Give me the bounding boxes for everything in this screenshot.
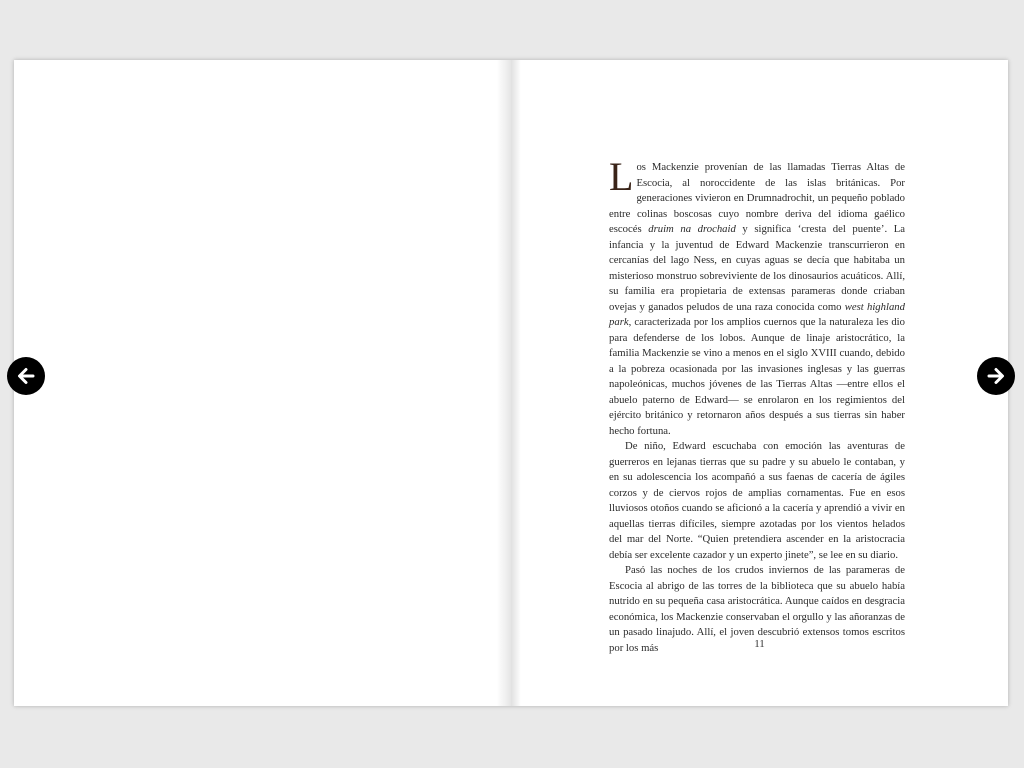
drop-cap: L — [609, 154, 634, 199]
italic-gaelic-term: druim na drochaid — [648, 223, 736, 235]
paragraph-3: Pasó las noches de los crudos inviernos de las parameras de Escocia al abrigo de las torres de la biblioteca que su abuelo había nutrido en su pequeña casa aristocrática. Aunque caídos en desgracia económica, los Mackenzie conservaban el orgullo y las añoranzas de un pasado linajudo. Allí, el joven descubrió extensos tomos escritos por los más — [609, 564, 905, 654]
italic-breed-name: west highland park — [609, 300, 905, 328]
right-page — [511, 60, 1008, 706]
book-spread — [14, 60, 1008, 706]
arrow-left-icon — [16, 366, 36, 386]
paragraph-2: De niño, Edward escuchaba con emoción las aventuras de guerreros en lejanas tierras que su padre y su abuelo le contaban, y en su adolescencia los acompañó a sus faenas de cacería de ágiles corzos y de ciervos rojos de amplias cornamentas. Fue en esos lluviosos otoños cuando se aficionó a la cacería y aprendió a vivir en aquellas tierras difíciles, siempre azotadas por los vientos helados del mar del Norte. “Quien pretendiera ascender en la aristocracia debía ser excelente cazador y un experto jinete”, se lee en su diario. — [609, 440, 905, 561]
page-text — [609, 154, 906, 656]
arrow-right-icon — [986, 366, 1006, 386]
next-page-button[interactable] — [977, 357, 1015, 395]
paragraph-1-text-mid: y significa ‘cresta del puente’. La infancia y la juventud de Edward Mackenzie transcurrieron en cercanías del lago Ness, en cuyas aguas se decía que habitaba un misterioso monstruo sobreviviente de los dinosaurios acuáticos. Allí, su familia era propietaria de extensas parameras donde criaban ovejas y ganados peludos de una raza conocida como — [609, 223, 906, 313]
page-number: 11 — [754, 638, 765, 650]
previous-page-button[interactable] — [7, 357, 45, 395]
paragraph-1-text: os Mackenzie provenían de las llamadas Tierras Altas de Escocia, al noroccidente de las islas británicas. Por generaciones vivieron en Drumnadrochit, un pequeño poblado entre colinas boscosas cuyo nombre deriva del idioma gaélico escocés — [609, 161, 905, 235]
paragraph-1 — [609, 154, 906, 439]
paragraph-1-text-end: , caracterizada por los amplios cuernos que la naturaleza les dio para defenderse de los lobos. Aunque de linaje aristocrático, la familia Mackenzie se vino a menos en el siglo XVIII cuando, debido a la pobreza ocasionada por las invasiones inglesas y las guerras napoleónicas, muchos jóvenes de las Tierras Altas —entre ellos el abuelo paterno de Edward— se enrolaron en los regimientos del ejército británico y retornaron años después a sus tierras sin haber hecho fortuna. — [609, 316, 905, 437]
left-page — [14, 60, 511, 706]
